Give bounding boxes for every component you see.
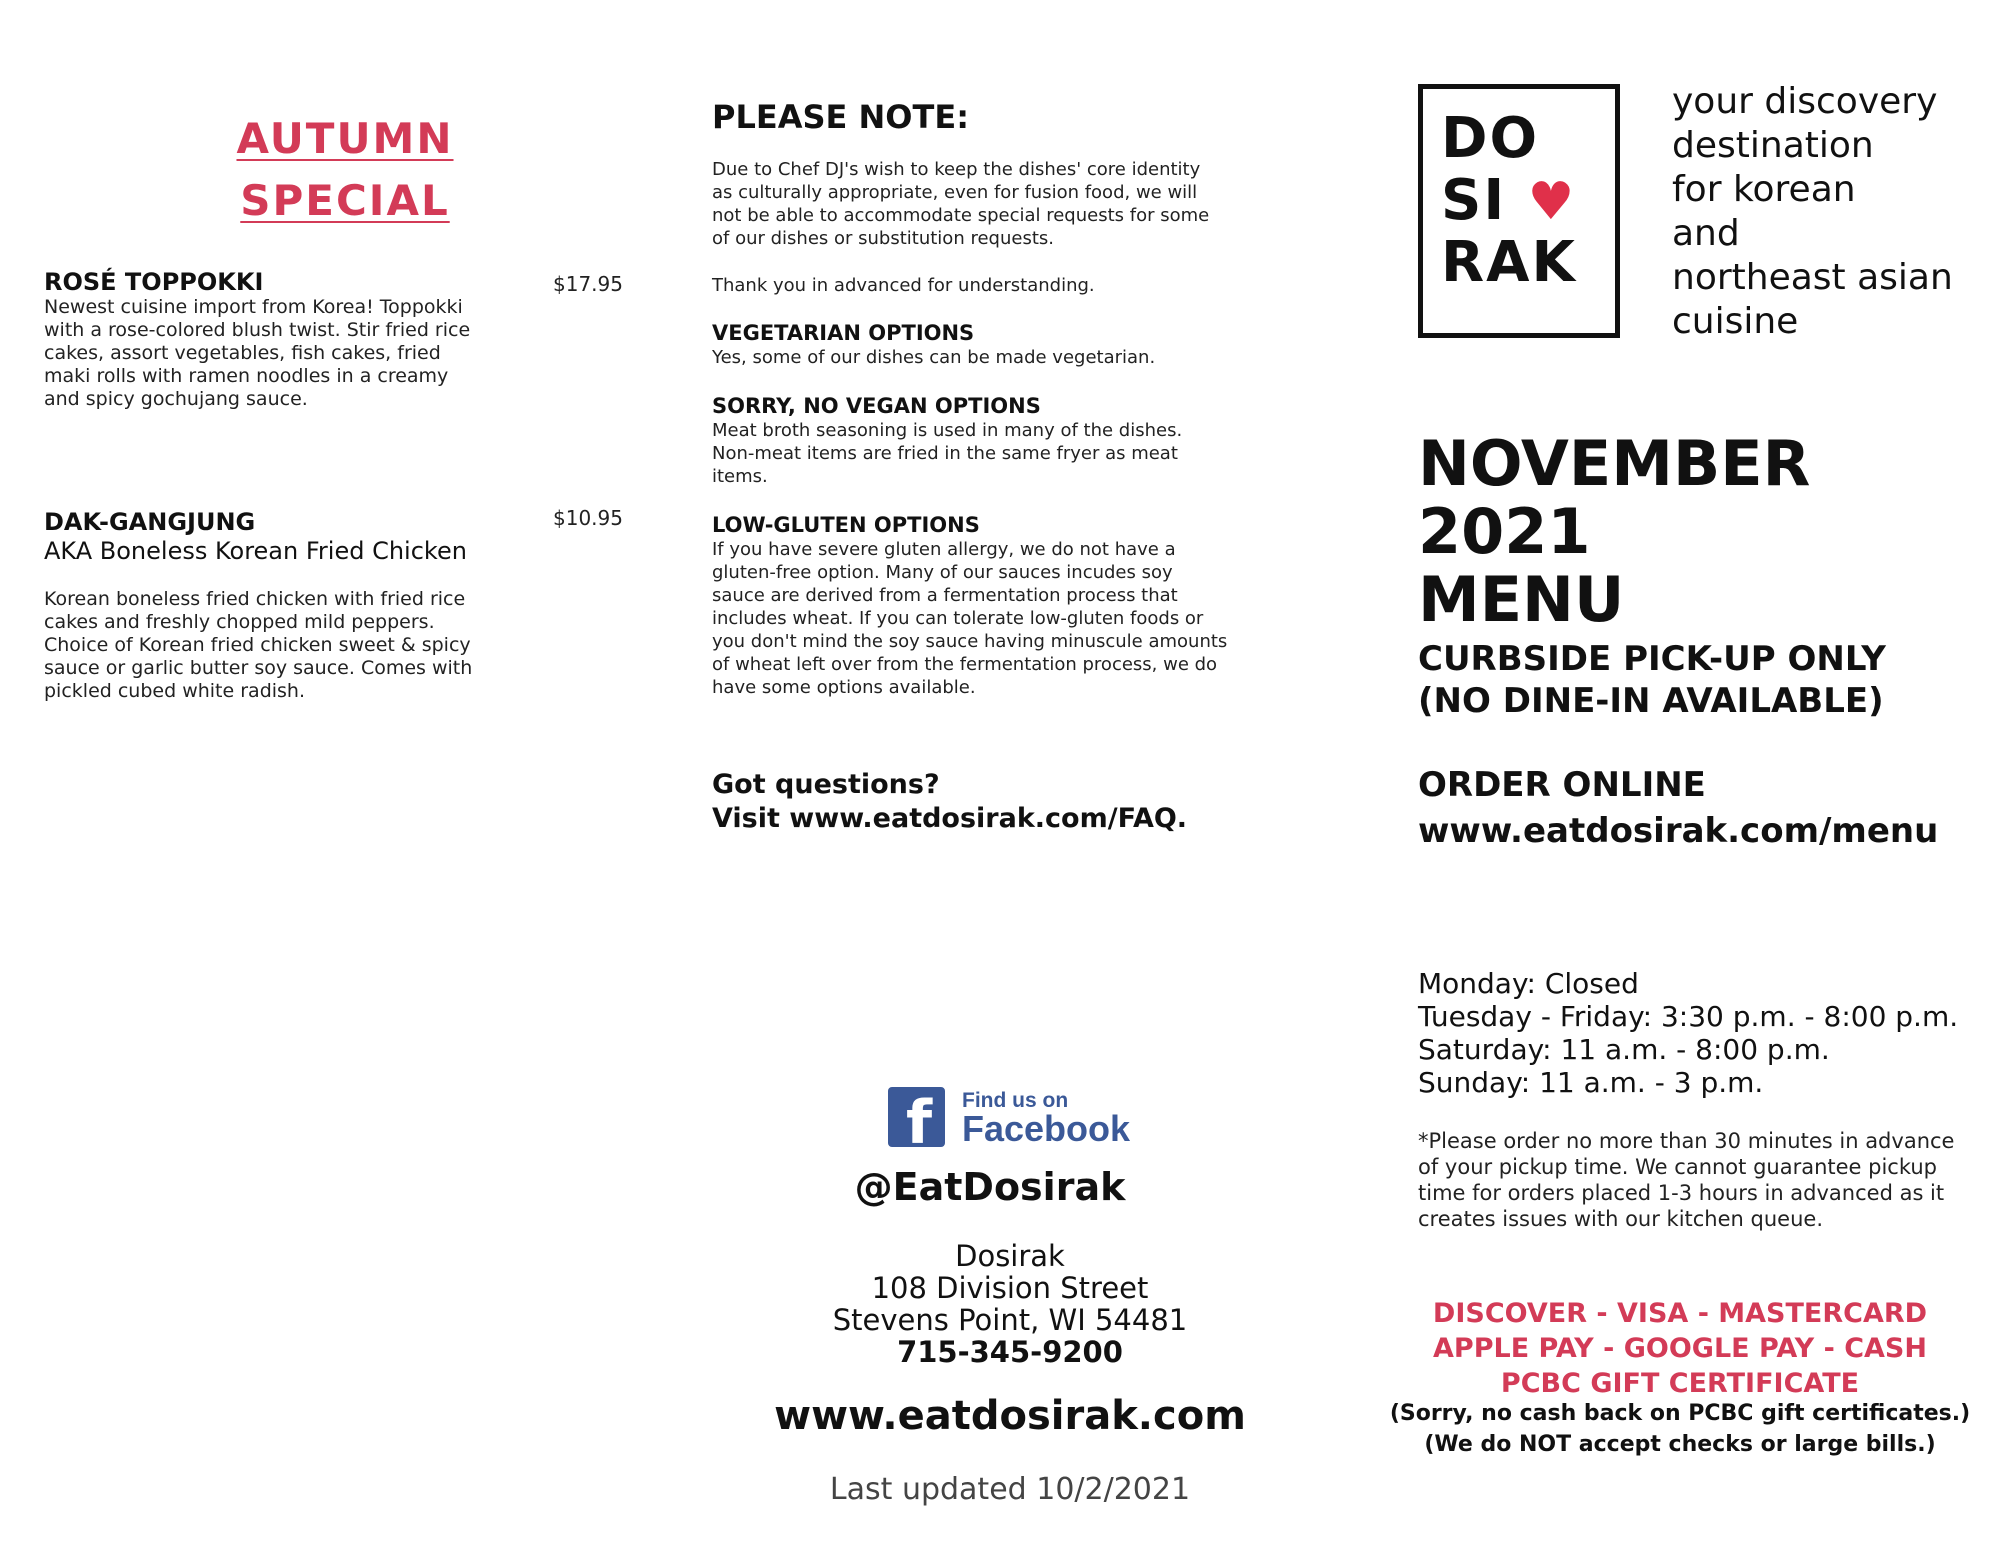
vegan-heading: SORRY, NO VEGAN OPTIONS	[712, 394, 1041, 418]
order-online: ORDER ONLINE www.eatdosirak.com/menu	[1418, 762, 1938, 854]
phone-number[interactable]: 715-345-9200	[897, 1335, 1123, 1369]
item-price-rose-toppokki: $17.95	[553, 272, 623, 296]
website-link[interactable]: www.eatdosirak.com	[774, 1393, 1246, 1439]
heart-icon: ♥	[1527, 172, 1577, 232]
gluten-heading: LOW-GLUTEN OPTIONS	[712, 513, 980, 537]
facebook-name-label: Facebook	[962, 1108, 1131, 1149]
pickup-notice: CURBSIDE PICK-UP ONLY (NO DINE-IN AVAILABLE)	[1418, 639, 1886, 721]
order-online-link[interactable]: www.eatdosirak.com/menu	[1418, 811, 1939, 851]
questions-block: Got questions? Visit www.eatdosirak.com/FAQ.	[712, 769, 1188, 834]
facebook-handle[interactable]: @EatDosirak	[854, 1165, 1126, 1209]
item-desc-rose-toppokki: Newest cuisine import from Korea! Toppokki with a rose-colored blush twist. Stir fried rice cakes, assort vegetables, fish cakes, fried maki rolls with ramen noodles in a creamy and spicy gochujang sauce.	[44, 296, 471, 410]
business-hours: Monday: Closed Tuesday - Friday: 3:30 p.m. - 8:00 p.m. Saturday: 11 a.m. - 8:00 p.m. Sunday: 11 a.m. - 3 p.m.	[1418, 967, 1959, 1099]
dosirak-logo: DO SI ♥ RAK	[1418, 84, 1620, 338]
notes-thanks: Thank you in advanced for understanding.	[712, 275, 1095, 296]
payment-notes: (Sorry, no cash back on PCBC gift certificates.) (We do NOT accept checks or large bills.)	[1389, 1401, 1971, 1457]
faq-link[interactable]: Visit www.eatdosirak.com/FAQ.	[712, 803, 1188, 834]
last-updated: Last updated 10/2/2021	[829, 1472, 1191, 1507]
vegetarian-heading: VEGETARIAN OPTIONS	[712, 321, 975, 345]
payment-methods: DISCOVER - VISA - MASTERCARD APPLE PAY - GOOGLE PAY - CASH PCBC GIFT CERTIFICATE	[1432, 1298, 1928, 1399]
item-desc-dak-gangjung: Korean boneless fried chicken with fried rice cakes and freshly chopped mild peppers. Choice of Korean fried chicken sweet & spicy sauce or garlic butter soy sauce. Comes with pickled cubed white radish.	[44, 588, 473, 702]
advance-order-note: *Please order no more than 30 minutes in advance of your pickup time. We cannot guarantee pickup time for orders placed 1-3 hours in advanced as it creates issues with our kitchen queue.	[1418, 1129, 1955, 1231]
address-block: Dosirak 108 Division Street Stevens Point, WI 54481 715-345-9200	[790, 1240, 1230, 1368]
item-name-rose-toppokki: ROSÉ TOPPOKKI	[44, 268, 264, 296]
facebook-find-label: Find us on	[962, 1089, 1069, 1112]
facebook-icon[interactable]: f	[888, 1087, 945, 1147]
notes-intro: Due to Chef DJ's wish to keep the dishes' core identity as culturally appropriate, even for fusion food, we will not be able to accommodate special requests for some of our dishes or substitution requests.	[712, 159, 1210, 249]
vegan-text: Meat broth seasoning is used in many of the dishes. Non-meat items are fried in the same fryer as meat items.	[712, 420, 1183, 487]
item-name-dak-gangjung: DAK-GANGJUNG	[44, 508, 256, 536]
notes-title: PLEASE NOTE:	[712, 98, 969, 136]
special-title: AUTUMN SPECIAL	[236, 114, 454, 225]
menu-title: NOVEMBER 2021 MENU	[1418, 427, 1811, 636]
gluten-text: If you have severe gluten allergy, we do not have a gluten-free option. Many of our sauces incudes soy sauce are derived from a fermentation process that includes wheat. If you can tolerate low-gluten foods or you don't mind the soy sauce having minuscule amounts of wheat left over from the fermentation process, we do have some options available.	[712, 539, 1228, 698]
item-subtitle-dak-gangjung: AKA Boneless Korean Fried Chicken	[44, 537, 467, 565]
vegetarian-text: Yes, some of our dishes can be made vegetarian.	[712, 347, 1156, 368]
tagline: your discovery destination for korean and northeast asian cuisine	[1672, 81, 1953, 342]
item-price-dak-gangjung: $10.95	[553, 506, 623, 530]
